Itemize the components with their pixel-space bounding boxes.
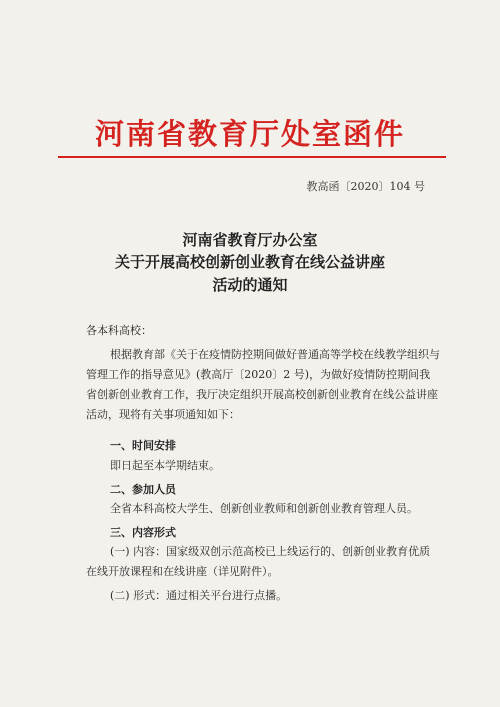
- intro-paragraph: 根据教育部《关于在疫情防控期间做好普通高等学校在线教学组织与管理工作的指导意见》(教高厅〔2020〕2 号)，为做好疫情防控期间我省创新创业教育工作，我厅决定组织开展高校创新创业教育在线公益讲座活动，现将有关事项通知如下：: [86, 348, 440, 421]
- title-line-2: 关于开展高校创新创业教育在线公益讲座: [114, 253, 385, 271]
- document-number: 教高函〔2020〕104 号: [306, 180, 425, 193]
- section-text-participants: 全省本科高校大学生、创新创业教师和创新创业教育管理人员。: [110, 502, 418, 515]
- section-item-format: (二) 形式：通过相关平台进行点播。: [110, 589, 288, 602]
- salutation: 各本科高校：: [86, 324, 152, 337]
- title-line-1: 河南省教育厅办公室: [182, 231, 318, 249]
- section-heading-time: 一、时间安排: [110, 439, 176, 452]
- letterhead-title: 河南省教育厅处室函件: [94, 117, 405, 151]
- section-item-content: (一) 内容：国家级双创示范高校已上线运行的、创新创业教育优质在线开放课程和在线讲座（详见附件）。: [86, 545, 431, 578]
- section-heading-content: 三、内容形式: [110, 526, 176, 539]
- title-line-3: 活动的通知: [212, 276, 288, 294]
- letterhead-divider: [58, 156, 446, 158]
- section-text-time: 即日起至本学期结束。: [110, 459, 220, 472]
- section-heading-participants: 二、参加人员: [110, 483, 176, 496]
